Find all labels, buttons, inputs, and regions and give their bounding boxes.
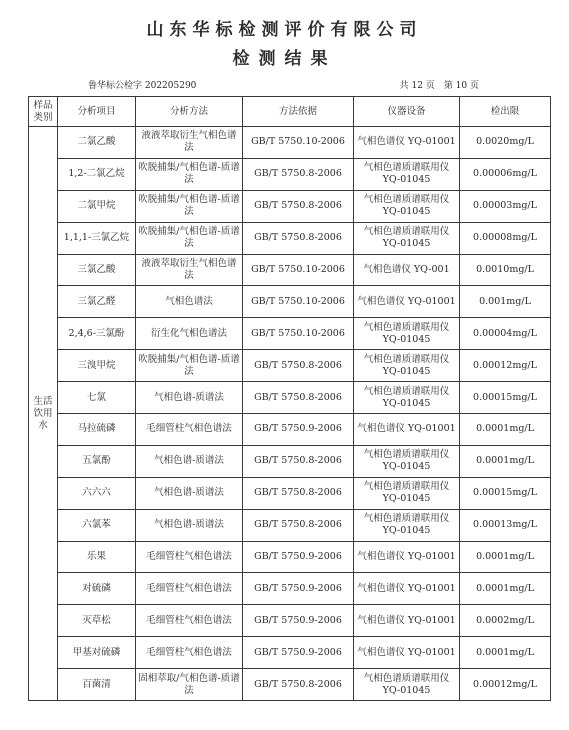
limit-cell: 0.0001mg/L: [460, 541, 551, 573]
table-row: [29, 350, 551, 382]
item-cell: 2,4,6-三氯酚: [58, 318, 136, 350]
company-title: 山东华标检测评价有限公司: [146, 20, 423, 40]
table-row: [29, 637, 551, 669]
method-cell: 毛细管柱气相色谱法: [136, 605, 243, 637]
table-row: [29, 318, 551, 350]
instrument-cell: 气相色谱质谱联用仪 YQ-01045: [354, 669, 460, 701]
table-row: [29, 573, 551, 605]
instrument-cell: 气相色谱质谱联用仪 YQ-01045: [354, 222, 460, 254]
standard-cell: GB/T 5750.8-2006: [243, 222, 354, 254]
table-row: [29, 222, 551, 254]
standard-cell: GB/T 5750.8-2006: [243, 669, 354, 701]
method-cell: 衍生化气相色谱法: [136, 318, 243, 350]
document-number: 鲁华标公检字 202205290: [88, 81, 197, 91]
limit-cell: 0.00012mg/L: [460, 669, 551, 701]
instrument-cell: 气相色谱质谱联用仪 YQ-01045: [354, 158, 460, 190]
method-cell: 毛细管柱气相色谱法: [136, 541, 243, 573]
standard-cell: GB/T 5750.8-2006: [243, 158, 354, 190]
limit-cell: 0.00012mg/L: [460, 350, 551, 382]
method-cell: 液液萃取衍生气相色谱法: [136, 254, 243, 286]
limit-cell: 0.0010mg/L: [460, 254, 551, 286]
instrument-cell: 气相色谱仪 YQ-01001: [354, 637, 460, 669]
standard-cell: GB/T 5750.9-2006: [243, 541, 354, 573]
item-cell: 七氯: [58, 382, 136, 414]
table-row: [29, 669, 551, 701]
instrument-cell: 气相色谱仪 YQ-01001: [354, 605, 460, 637]
column-header: 分析项目: [58, 97, 136, 127]
page-info: 共 12 页 第 10 页: [399, 81, 479, 91]
table-row: [29, 382, 551, 414]
item-cell: 1,1,1-三氯乙烷: [58, 222, 136, 254]
method-cell: 毛细管柱气相色谱法: [136, 414, 243, 446]
item-cell: 三氯乙酸: [58, 254, 136, 286]
method-cell: 吹脱捕集/气相色谱-质谱法: [136, 158, 243, 190]
limit-cell: 0.00015mg/L: [460, 477, 551, 509]
standard-cell: GB/T 5750.8-2006: [243, 190, 354, 222]
method-cell: 吹脱捕集/气相色谱-质谱法: [136, 350, 243, 382]
instrument-cell: 气相色谱质谱联用仪 YQ-01045: [354, 190, 460, 222]
standard-cell: GB/T 5750.9-2006: [243, 414, 354, 446]
method-cell: 吹脱捕集/气相色谱-质谱法: [136, 190, 243, 222]
item-cell: 三溴甲烷: [58, 350, 136, 382]
instrument-cell: 气相色谱仪 YQ-01001: [354, 127, 460, 159]
standard-cell: GB/T 5750.8-2006: [243, 477, 354, 509]
column-header: 方法依据: [243, 97, 354, 127]
standard-cell: GB/T 5750.10-2006: [243, 127, 354, 159]
item-cell: 乐果: [58, 541, 136, 573]
column-header: 仪器设备: [354, 97, 460, 127]
item-cell: 六氯苯: [58, 509, 136, 541]
limit-cell: 0.0020mg/L: [460, 127, 551, 159]
instrument-cell: 气相色谱仪 YQ-01001: [354, 414, 460, 446]
limit-cell: 0.00003mg/L: [460, 190, 551, 222]
table-row: [29, 445, 551, 477]
item-cell: 马拉硫磷: [58, 414, 136, 446]
item-cell: 1,2-二氯乙烷: [58, 158, 136, 190]
item-cell: 百菌清: [58, 669, 136, 701]
standard-cell: GB/T 5750.8-2006: [243, 445, 354, 477]
table-row: [29, 414, 551, 446]
table-row: [29, 127, 551, 159]
limit-cell: 0.0001mg/L: [460, 573, 551, 605]
method-cell: 固相萃取/气相色谱-质谱法: [136, 669, 243, 701]
method-cell: 毛细管柱气相色谱法: [136, 573, 243, 605]
standard-cell: GB/T 5750.9-2006: [243, 637, 354, 669]
method-cell: 气相色谱法: [136, 286, 243, 318]
instrument-cell: 气相色谱质谱联用仪 YQ-01045: [354, 445, 460, 477]
method-cell: 毛细管柱气相色谱法: [136, 637, 243, 669]
sample-category-cell: 生活饮用水: [29, 127, 58, 701]
item-cell: 对硫磷: [58, 573, 136, 605]
standard-cell: GB/T 5750.8-2006: [243, 350, 354, 382]
table-row: [29, 286, 551, 318]
table-row: [29, 190, 551, 222]
limit-cell: 0.00004mg/L: [460, 318, 551, 350]
limit-cell: 0.001mg/L: [460, 286, 551, 318]
table-body: [29, 127, 551, 701]
instrument-cell: 气相色谱仪 YQ-001: [354, 254, 460, 286]
item-cell: 六六六: [58, 477, 136, 509]
table-row: [29, 254, 551, 286]
limit-cell: 0.0002mg/L: [460, 605, 551, 637]
instrument-cell: 气相色谱仪 YQ-01001: [354, 541, 460, 573]
limit-cell: 0.0001mg/L: [460, 637, 551, 669]
table-row: [29, 158, 551, 190]
table-row: [29, 509, 551, 541]
results-table: [28, 96, 551, 701]
method-cell: 吹脱捕集/气相色谱-质谱法: [136, 222, 243, 254]
method-cell: 气相色谱-质谱法: [136, 445, 243, 477]
column-header: 检出限: [460, 97, 551, 127]
method-cell: 气相色谱-质谱法: [136, 509, 243, 541]
instrument-cell: 气相色谱质谱联用仪 YQ-01045: [354, 477, 460, 509]
table-header-row: [29, 97, 551, 127]
item-cell: 二氯甲烷: [58, 190, 136, 222]
item-cell: 三氯乙醛: [58, 286, 136, 318]
table-row: [29, 605, 551, 637]
instrument-cell: 气相色谱质谱联用仪 YQ-01045: [354, 350, 460, 382]
column-header: 样品类别: [29, 97, 58, 127]
standard-cell: GB/T 5750.8-2006: [243, 382, 354, 414]
instrument-cell: 气相色谱质谱联用仪 YQ-01045: [354, 509, 460, 541]
column-header: 分析方法: [136, 97, 243, 127]
limit-cell: 0.00008mg/L: [460, 222, 551, 254]
method-cell: 气相色谱-质谱法: [136, 477, 243, 509]
limit-cell: 0.00015mg/L: [460, 382, 551, 414]
table-row: [29, 541, 551, 573]
instrument-cell: 气相色谱质谱联用仪 YQ-01045: [354, 382, 460, 414]
limit-cell: 0.0001mg/L: [460, 414, 551, 446]
item-cell: 灭草松: [58, 605, 136, 637]
standard-cell: GB/T 5750.9-2006: [243, 605, 354, 637]
item-cell: 甲基对硫磷: [58, 637, 136, 669]
standard-cell: GB/T 5750.10-2006: [243, 318, 354, 350]
limit-cell: 0.00006mg/L: [460, 158, 551, 190]
report-title: 检测结果: [232, 49, 337, 69]
instrument-cell: 气相色谱仪 YQ-01001: [354, 286, 460, 318]
standard-cell: GB/T 5750.9-2006: [243, 573, 354, 605]
item-cell: 二氯乙酸: [58, 127, 136, 159]
instrument-cell: 气相色谱质谱联用仪 YQ-01045: [354, 318, 460, 350]
instrument-cell: 气相色谱仪 YQ-01001: [354, 573, 460, 605]
standard-cell: GB/T 5750.10-2006: [243, 254, 354, 286]
table-row: [29, 477, 551, 509]
method-cell: 液液萃取衍生气相色谱法: [136, 127, 243, 159]
standard-cell: GB/T 5750.10-2006: [243, 286, 354, 318]
limit-cell: 0.00013mg/L: [460, 509, 551, 541]
item-cell: 五氯酚: [58, 445, 136, 477]
limit-cell: 0.0001mg/L: [460, 445, 551, 477]
method-cell: 气相色谱-质谱法: [136, 382, 243, 414]
standard-cell: GB/T 5750.8-2006: [243, 509, 354, 541]
